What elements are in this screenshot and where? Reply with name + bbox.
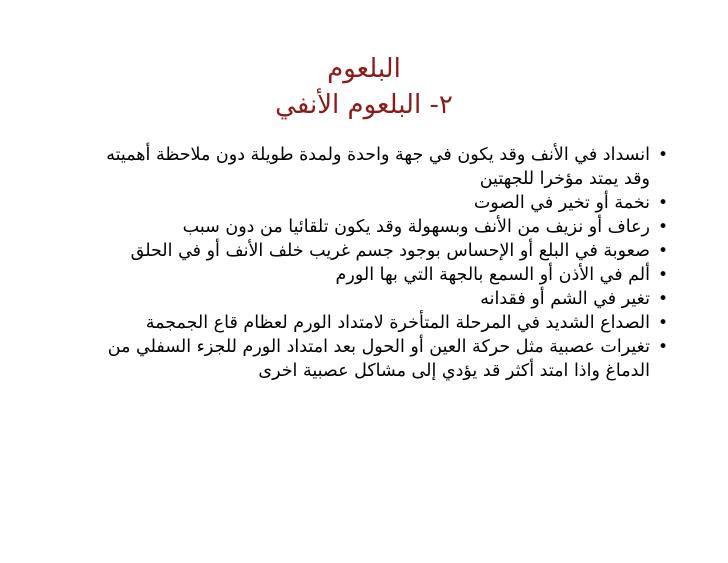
slide-subtitle: ٢- البلعوم الأنفي [275,90,453,120]
bullet-icon: • [657,337,669,357]
bullet-item [80,191,670,215]
bullet-icon: • [657,145,669,165]
bullet-icon: • [657,313,669,333]
bullet-icon: • [657,289,669,309]
bullet-icon: • [657,241,669,261]
bullet-text: تغير في الشم أو فقدانه [480,289,650,309]
bullet-item [80,215,670,239]
bullet-text: نخمة أو تخير في الصوت [473,193,650,213]
bullet-text: الصداع الشديد في المرحلة المتأخرة لامتداد الورم لعظام قاع الجمجمة [145,313,650,333]
bullet-item [80,335,670,383]
bullet-text: انسداد في الأنف وقد يكون في جهة واحدة ولمدة طويلة دون ملاحظة أهميته وقد يمتد مؤخرا للجهتين [106,145,650,189]
bullet-item [80,311,670,335]
bullet-item [80,239,670,263]
bullet-text: صعوبة في البلع أو الإحساس بوجود جسم غريب خلف الأنف أو في الحلق [130,241,650,261]
bullet-item [80,287,670,311]
slide-title: البلعوم [327,54,401,84]
bullet-text: تغيرات عصبية مثل حركة العين أو الحول بعد امتداد الورم للجزء السفلي من الدماغ واذا امتد أكثر قد يؤدي إلى مشاكل عصبية اخرى [107,337,650,381]
bullet-icon: • [657,217,669,237]
bullet-icon: • [657,193,669,213]
bullet-list [80,143,670,383]
bullet-text: ألم في الأذن أو السمع بالجهة التي بها الورم [335,265,650,285]
bullet-item [80,143,670,191]
bullet-text: رعاف أو نزيف من الأنف وبسهولة وقد يكون تلقائيا من دون سبب [182,217,650,237]
bullet-item [80,263,670,287]
bullet-icon: • [657,265,669,285]
